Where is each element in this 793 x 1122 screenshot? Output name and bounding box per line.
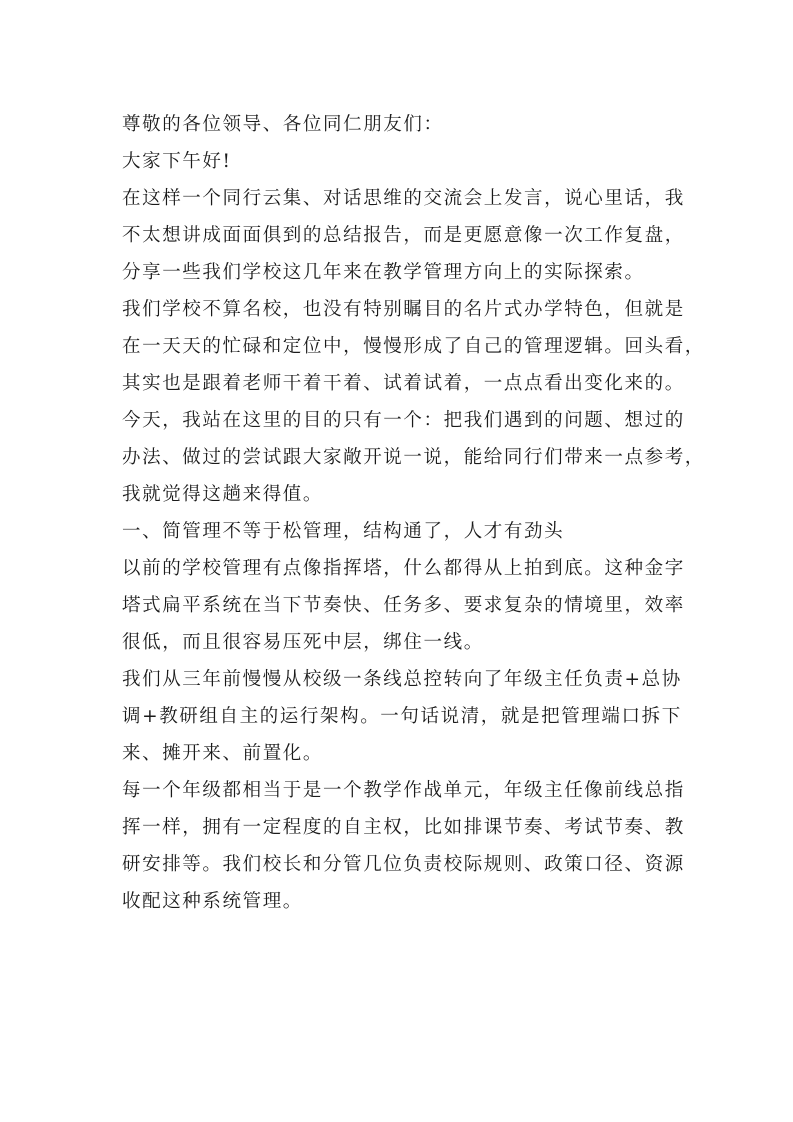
text-line: 收配这种系统管理。 [122,891,303,912]
text-line: 其实也是跟着老师干着干着、试着试着，一点点看出变化来的。 [122,373,685,394]
document-page [122,106,705,920]
text-line: 我们学校不算名校，也没有特别瞩目的名片式办学特色，但就是 [122,299,685,320]
text-line: 今天，我站在这里的目的只有一个：把我们遇到的问题、想过的 [122,410,685,431]
text-line: 塔式扁平系统在当下节奏快、任务多、要求复杂的情境里，效率 [122,595,685,616]
text-line: 不太想讲成面面俱到的总结报告，而是更愿意像一次工作复盘， [122,225,685,246]
text-line: 我们从三年前慢慢从校级一条线总控转向了年级主任负责+总协 [122,669,682,690]
text-line: 我就觉得这趟来得值。 [122,484,324,505]
text-line: 调+教研组自主的运行架构。一句话说清，就是把管理端口拆下 [122,706,682,727]
text-line: 分享一些我们学校这几年来在教学管理方向上的实际探索。 [122,262,645,283]
text-line: 在这样一个同行云集、对话思维的交流会上发言，说心里话，我 [122,188,685,209]
text-line: 办法、做过的尝试跟大家敞开说一说，能给同行们带来一点参考， [122,447,705,468]
text-line: 以前的学校管理有点像指挥塔，什么都得从上拍到底。这种金字 [122,558,685,579]
greeting-line: 大家下午好! [122,151,232,172]
text-line: 研安排等。我们校长和分管几位负责校际规则、政策口径、资源 [122,854,685,875]
text-line: 每一个年级都相当于是一个教学作战单元，年级主任像前线总指 [122,780,685,801]
text-line: 来、摊开来、前置化。 [122,743,324,764]
salutation-line: 尊敬的各位领导、各位同仁朋友们： [122,114,444,135]
section-heading: 一、简管理不等于松管理，结构通了，人才有劲头 [122,521,565,542]
text-line: 挥一样，拥有一定程度的自主权，比如排课节奏、考试节奏、教 [122,817,685,838]
text-line: 在一天天的忙碌和定位中，慢慢形成了自己的管理逻辑。回头看， [122,336,705,357]
text-line: 很低，而且很容易压死中层，绑住一线。 [122,632,484,653]
